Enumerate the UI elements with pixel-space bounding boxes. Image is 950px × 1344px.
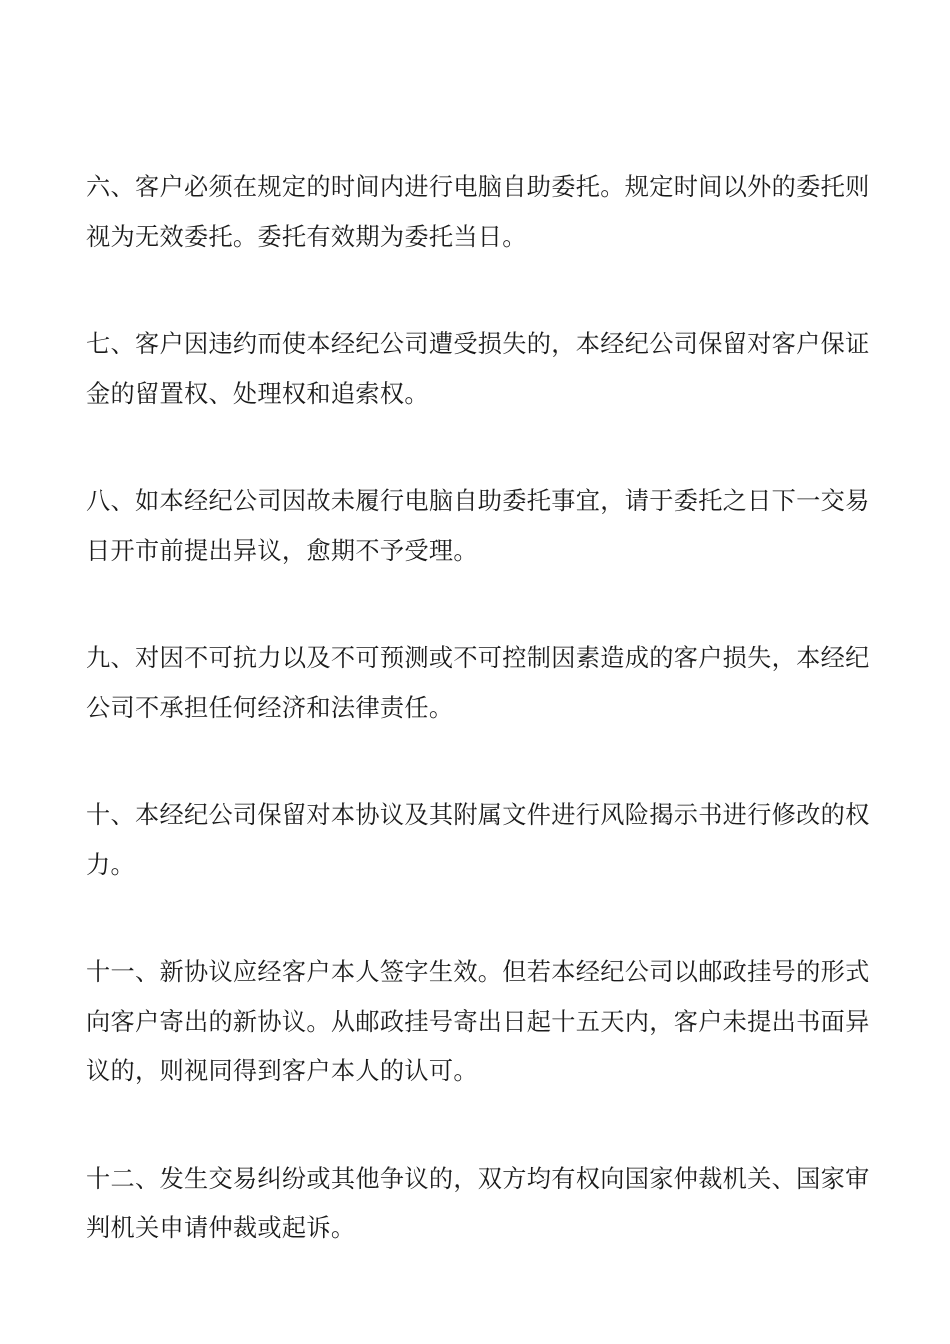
clause-line: 七、客户因违约而使本经纪公司遭受损失的，本经纪公司保留对客户保证: [86, 330, 870, 358]
clause-8: [86, 477, 870, 576]
clause-9: [86, 634, 870, 733]
clause-line: 十二、发生交易纠纷或其他争议的，双方均有权向国家仲裁机关、国家审: [86, 1164, 870, 1193]
clause-line: 判机关申请仲裁或起诉。: [86, 1214, 356, 1242]
clause-line: 视为无效委托。委托有效期为委托当日。: [86, 222, 527, 251]
clause-line: 日开市前提出异议，愈期不予受理。: [86, 536, 478, 565]
clause-list: [86, 163, 870, 1312]
clause-6: [86, 163, 870, 262]
clause-line: 金的留置权、处理权和追索权。: [86, 379, 429, 408]
clause-line: 议的，则视同得到客户本人的认可。: [86, 1057, 478, 1085]
clause-line: 十一、新协议应经客户本人签字生效。但若本经纪公司以邮政挂号的形式: [86, 958, 870, 986]
clause-line: 九、对因不可抗力以及不可预测或不可控制因素造成的客户损失，本经纪: [86, 644, 870, 672]
clause-12: [86, 1155, 870, 1254]
clause-line: 十、本经纪公司保留对本协议及其附属文件进行风险揭示书进行修改的权: [86, 801, 870, 829]
clause-11: [86, 948, 870, 1097]
clause-line: 力。: [86, 850, 135, 879]
clause-10: [86, 791, 870, 890]
clause-line: 八、如本经纪公司因故未履行电脑自助委托事宜，请于委托之日下一交易: [86, 487, 870, 515]
clause-line: 六、客户必须在规定的时间内进行电脑自助委托。规定时间以外的委托则: [86, 173, 870, 201]
clause-line: 向客户寄出的新协议。从邮政挂号寄出日起十五天内，客户未提出书面异: [86, 1007, 870, 1036]
clause-line: 公司不承担任何经济和法律责任。: [86, 693, 454, 722]
clause-7: [86, 320, 870, 419]
